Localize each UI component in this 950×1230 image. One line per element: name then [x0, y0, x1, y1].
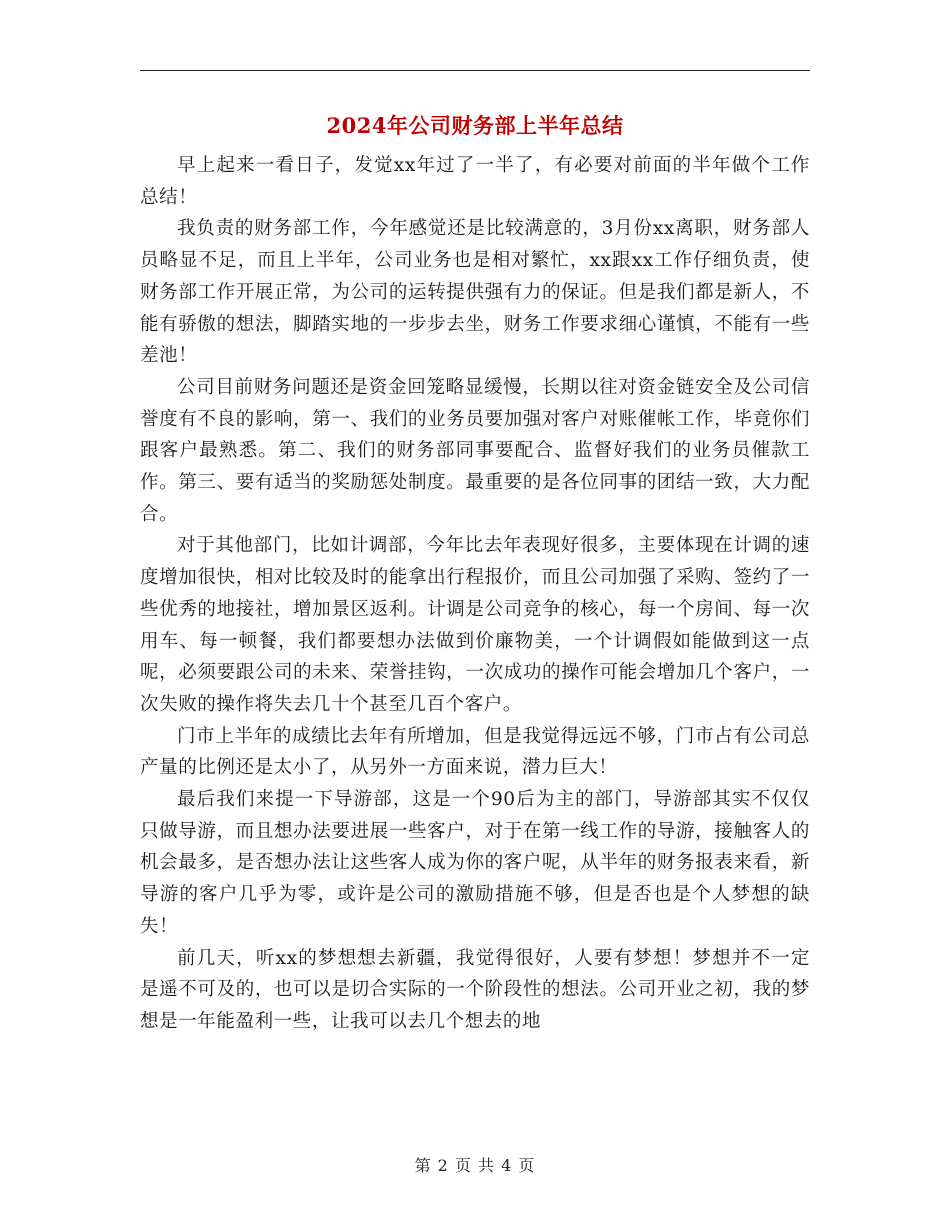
- paragraph: 公司目前财务问题还是资金回笼略显缓慢，长期以往对资金链安全及公司信誉度有不良的影响，第一、我们的业务员要加强对客户对账催帐工作，毕竟你们跟客户最熟悉。第二、我们的财务部同事要配合、监督好我们的业务员催款工作。第三、要有适当的奖励惩处制度。最重要的是各位同事的团结一致，大力配合。: [140, 376, 810, 525]
- header-rule: [140, 70, 810, 71]
- document-body: [140, 150, 810, 1038]
- paragraph: 最后我们来提一下导游部，这是一个90后为主的部门，导游部其实不仅仅只做导游，而且想办法要进展一些客户，对于在第一线工作的导游，接触客人的机会最多，是否想办法让这些客人成为你的客户呢，从半年的财务报表来看，新导游的客户几乎为零，或许是公司的激励措施不够，但是否也是个人梦想的缺失！: [140, 789, 810, 937]
- page-footer: 第 2 页 共 4 页: [414, 1156, 536, 1175]
- paragraph: 对于其他部门，比如计调部，今年比去年表现好很多，主要体现在计调的速度增加很快，相对比较及时的能拿出行程报价，而且公司加强了采购、签约了一些优秀的地接社，增加景区返利。计调是公司竞争的核心，每一个房间、每一次用车、每一顿餐，我们都要想办法做到价廉物美，一个计调假如能做到这一点呢，必须要跟公司的未来、荣誉挂钩，一次成功的操作可能会增加几个客户，一次失败的操作将失去几十个甚至几百个客户。: [140, 535, 810, 715]
- paragraph: 我负责的财务部工作，今年感觉还是比较满意的，3月份xx离职，财务部人员略显不足，而且上半年，公司业务也是相对繁忙，xx跟xx工作仔细负责，使财务部工作开展正常，为公司的运转提供强有力的保证。但是我们都是新人，不能有骄傲的想法，脚踏实地的一步步去坐，财务工作要求细心谨慎，不能有一些差池！: [140, 218, 810, 367]
- paragraph: 门市上半年的成绩比去年有所增加，但是我觉得远远不够，门市占有公司总产量的比例还是太小了，从另外一方面来说，潜力巨大！: [140, 725, 810, 779]
- paragraph: 早上起来一看日子，发觉xx年过了一半了，有必要对前面的半年做个工作总结！: [140, 155, 810, 208]
- document-title: 2024年公司财务部上半年总结: [326, 113, 624, 138]
- paragraph: 前几天，听xx的梦想想去新疆，我觉得很好，人要有梦想！梦想并不一定是遥不可及的，也可以是切合实际的一个阶段性的想法。公司开业之初，我的梦想是一年能盈利一些，让我可以去几个想去的地: [140, 947, 810, 1032]
